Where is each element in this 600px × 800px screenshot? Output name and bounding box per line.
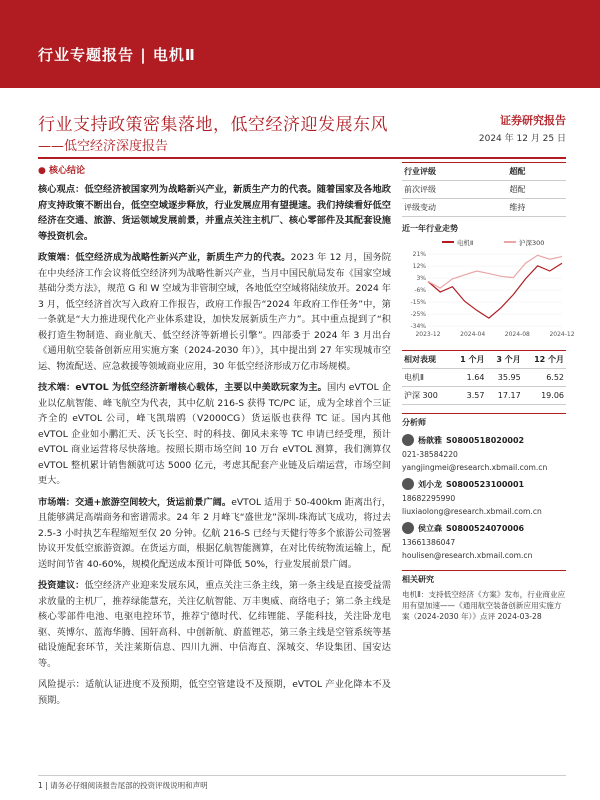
invest-lead: 投资建议： (38, 580, 85, 591)
analysts-heading: 分析师 (402, 413, 566, 428)
analyst-phone: 021-38584220 (402, 450, 458, 459)
rating-change-label: 评级变动 (402, 199, 507, 217)
title-divider (38, 157, 566, 159)
section-label: ● 核心结论 (38, 166, 86, 176)
policy-lead: 政策端：低空经济成为战略性新兴产业，新质生产力的代表。 (38, 252, 291, 263)
x-tick-label: 2024-12 (549, 331, 575, 338)
person-icon (402, 478, 414, 490)
x-tick-label: 2024-04 (460, 331, 486, 338)
perf-col-3m: 3 个月 (486, 351, 522, 369)
paragraph-policy (38, 250, 391, 374)
analyst-name: 刘小龙 (418, 479, 442, 489)
paragraph-market (38, 495, 391, 573)
page-subtitle: ——低空经济深度报告 (38, 139, 169, 154)
paragraph-risk (38, 677, 391, 708)
analyst-cert: S0800524070006 (446, 523, 525, 533)
risk-text: 风险提示：适航认证进度不及预期，低空空管建设不及预期，eVTOL 产业化降本不及预期。 (38, 679, 391, 706)
footer-divider (38, 775, 566, 776)
rating-table (402, 162, 566, 217)
report-category: 行业专题报告 | 电机Ⅱ (38, 46, 196, 64)
cell: 35.95 (486, 369, 522, 387)
analyst-phone: 13661386047 (402, 538, 456, 547)
cell: 3.57 (450, 387, 486, 405)
header-banner (0, 0, 600, 88)
policy-text: 2023 年 12 月，国务院在中央经济工作会议将低空经济列为战略性新兴产业，当月中国民航局发布《国家空域基础分类方法》，规范 G 和 W 空域为非管制空域，各地低空空域将陆续放开。2024 年 3 月，低空经济首次写入政府工作报告，政府工作报告“2024 年政府工作任务”中，第一条就是“大力推进现代化产业体系建设，加快发展新质生产力”。其中重点提到了“积极打造生物制造、商业航天、低空经济等新增长引擎”。四部委于 2024 年 3 月出台《通用航空装备创新应用实施方案（2024-2030 年）》，其中提出到 27 年实现城市空运、物流配送、应急救援等领域商业应用，30 年低空经济形成万亿市场规模。 (38, 252, 391, 372)
cell: 1.64 (450, 369, 486, 387)
analyst-email[interactable]: liuxiaolong@research.xbmail.com.cn (402, 507, 542, 516)
section-label-text: 核心结论 (49, 166, 86, 176)
rating-value: 超配 (507, 163, 566, 181)
analyst-name: 侯立森 (418, 523, 442, 533)
related-heading: 相关研究 (402, 570, 566, 585)
person-icon (402, 434, 414, 446)
y-tick-label: 21% (412, 251, 426, 258)
y-tick-label: 3% (416, 275, 426, 282)
y-tick-label: -6% (414, 287, 426, 294)
x-tick-label: 2024-08 (504, 331, 530, 338)
sidebar (402, 162, 575, 622)
table-row (402, 369, 566, 387)
rating-label: 行业评级 (402, 163, 507, 181)
series-line-1 (428, 263, 562, 318)
market-text: eVTOL 适用于 50-400km 距离出行，且能够满足高端商务和密谱需求。24 年 2 月峰飞“盛世龙”深圳-珠海试飞成功，将过去 2.5-3 小时执艺车程缩短至仅 20 分钟。亿航 216-S 已经与天健行等多个旅游公司签署协议开发低空旅游资源。在货运方面，根据亿航智能测算，在对比传统物流运输上，配送时间节省 40-60%，规模化配送成本预计可降低 50%，行业发展前景广阔。 (38, 496, 391, 570)
cell: 19.06 (523, 387, 566, 405)
y-tick-label: 12% (412, 263, 426, 270)
row-name: 电机Ⅱ (402, 369, 450, 387)
perf-col-12m: 12 个月 (523, 351, 566, 369)
rating-change-value: 维持 (507, 199, 566, 217)
analyst-2 (402, 478, 566, 490)
paragraph-tech (38, 380, 391, 489)
perf-header: 相对表现 (402, 351, 450, 369)
performance-table (402, 350, 566, 405)
row-name: 沪深 300 (402, 387, 450, 405)
analyst-cert: S0800518020002 (446, 435, 525, 445)
person-icon (402, 522, 414, 534)
analyst-1 (402, 434, 566, 446)
chart-title: 近一年行业走势 (402, 224, 458, 233)
cell: 17.17 (486, 387, 522, 405)
y-tick-label: -15% (410, 299, 426, 306)
invest-text: 低空经济产业迎来发展东风，重点关注三条主线，第一条主线是直接受益需求放量的主机厂，推荐绿能慧充，关注亿航智能、万丰奥威、商络电子；第二条主线是核心零部件电池、电驱电控环节，推荐宁德时代、亿纬锂能、孚能科技，关注卧龙电驱、英博尔、蓝海华腾、国轩高科、中创新航、蔚蓝锂芯，第三条主线是空管系统等基础设施配套环节，关注莱斯信息、四川九洲、中信海直、深城交、华设集团、国安达等。 (38, 580, 392, 669)
analyst-email[interactable]: houlisen@research.xbmail.com.cn (402, 551, 533, 560)
related-research-link[interactable]: 电机Ⅱ：支持低空经济《方案》发布，行业商业应用有望加速——《通用航空装备创新应用实施方案（2024-2030 年）》点评 2024-03-28 (402, 590, 566, 621)
page-footer: 1 | 请务必仔细阅读报告尾部的投资评级说明和声明 (38, 781, 208, 790)
table-row (402, 387, 566, 405)
tech-text: 国内 eVTOL 企业以亿航智能、峰飞航空为代表，其中亿航 216-S 获得 TC/PC 证，成为全球首个三证齐全的 eVTOL 公司，峰飞凯瑞鸥（V2000CG）货运版也获得 TC 证。国内其他 eVTOL 企业如小鹏汇天、沃飞长空、时的科技、御风未来等 TC 申请已经受理，预计 eVTOL 商业运营将尽快落地。按照长期市场空间 10 万台 eVTOL 测算，我们测算仅 eVTOL 整机累计销售额就可达 5000 亿元，考虑其配套产业链及后端运营，市场空间更大。 (38, 382, 391, 486)
prev-rating-value: 超配 (507, 181, 566, 199)
cell: 6.52 (523, 369, 566, 387)
core-view: 核心观点：低空经济被国家列为战略新兴产业，新质生产力的代表。随着国家及各地政府支持政策不断出台，低空空域逐步释放，行业发展应用有望提速。我们持续看好低空经济在交通、旅游、货运领域发展前景，并重点关注主机厂、核心零部件及其配套设施等投资机会。 (38, 184, 391, 242)
analyst-phone: 18682295990 (402, 494, 456, 503)
y-tick-label: -25% (410, 311, 426, 318)
analyst-3 (402, 522, 566, 534)
page-title: 行业支持政策密集落地，低空经济迎发展东风 (38, 115, 388, 135)
analyst-name: 杨歆雅 (418, 435, 442, 445)
legend-label: 电机Ⅱ (457, 239, 474, 247)
legend-label: 沪深300 (519, 239, 545, 247)
y-tick-label: -34% (410, 323, 426, 330)
report-date: 2024 年 12 月 25 日 (478, 134, 566, 144)
market-lead: 市场端：交通+旅游空间较大，货运前景广阔。 (38, 496, 232, 508)
series-line-2 (428, 255, 562, 288)
analyst-cert: S0800523100001 (446, 479, 525, 489)
trend-chart (402, 234, 575, 342)
body-text (38, 182, 391, 714)
perf-col-1m: 1 个月 (450, 351, 486, 369)
brand-label: 证券研究报告 (500, 114, 566, 127)
paragraph-invest (38, 578, 391, 671)
analyst-email[interactable]: yangjingmei@research.xbmail.com.cn (402, 463, 548, 472)
tech-lead: 技术端：eVTOL 为低空经济新增核心载体，主要以中美欧玩家为主。 (38, 382, 328, 393)
paragraph-core (38, 182, 391, 244)
prev-rating-label: 前次评级 (402, 181, 507, 199)
x-tick-label: 2023-12 (415, 331, 441, 338)
